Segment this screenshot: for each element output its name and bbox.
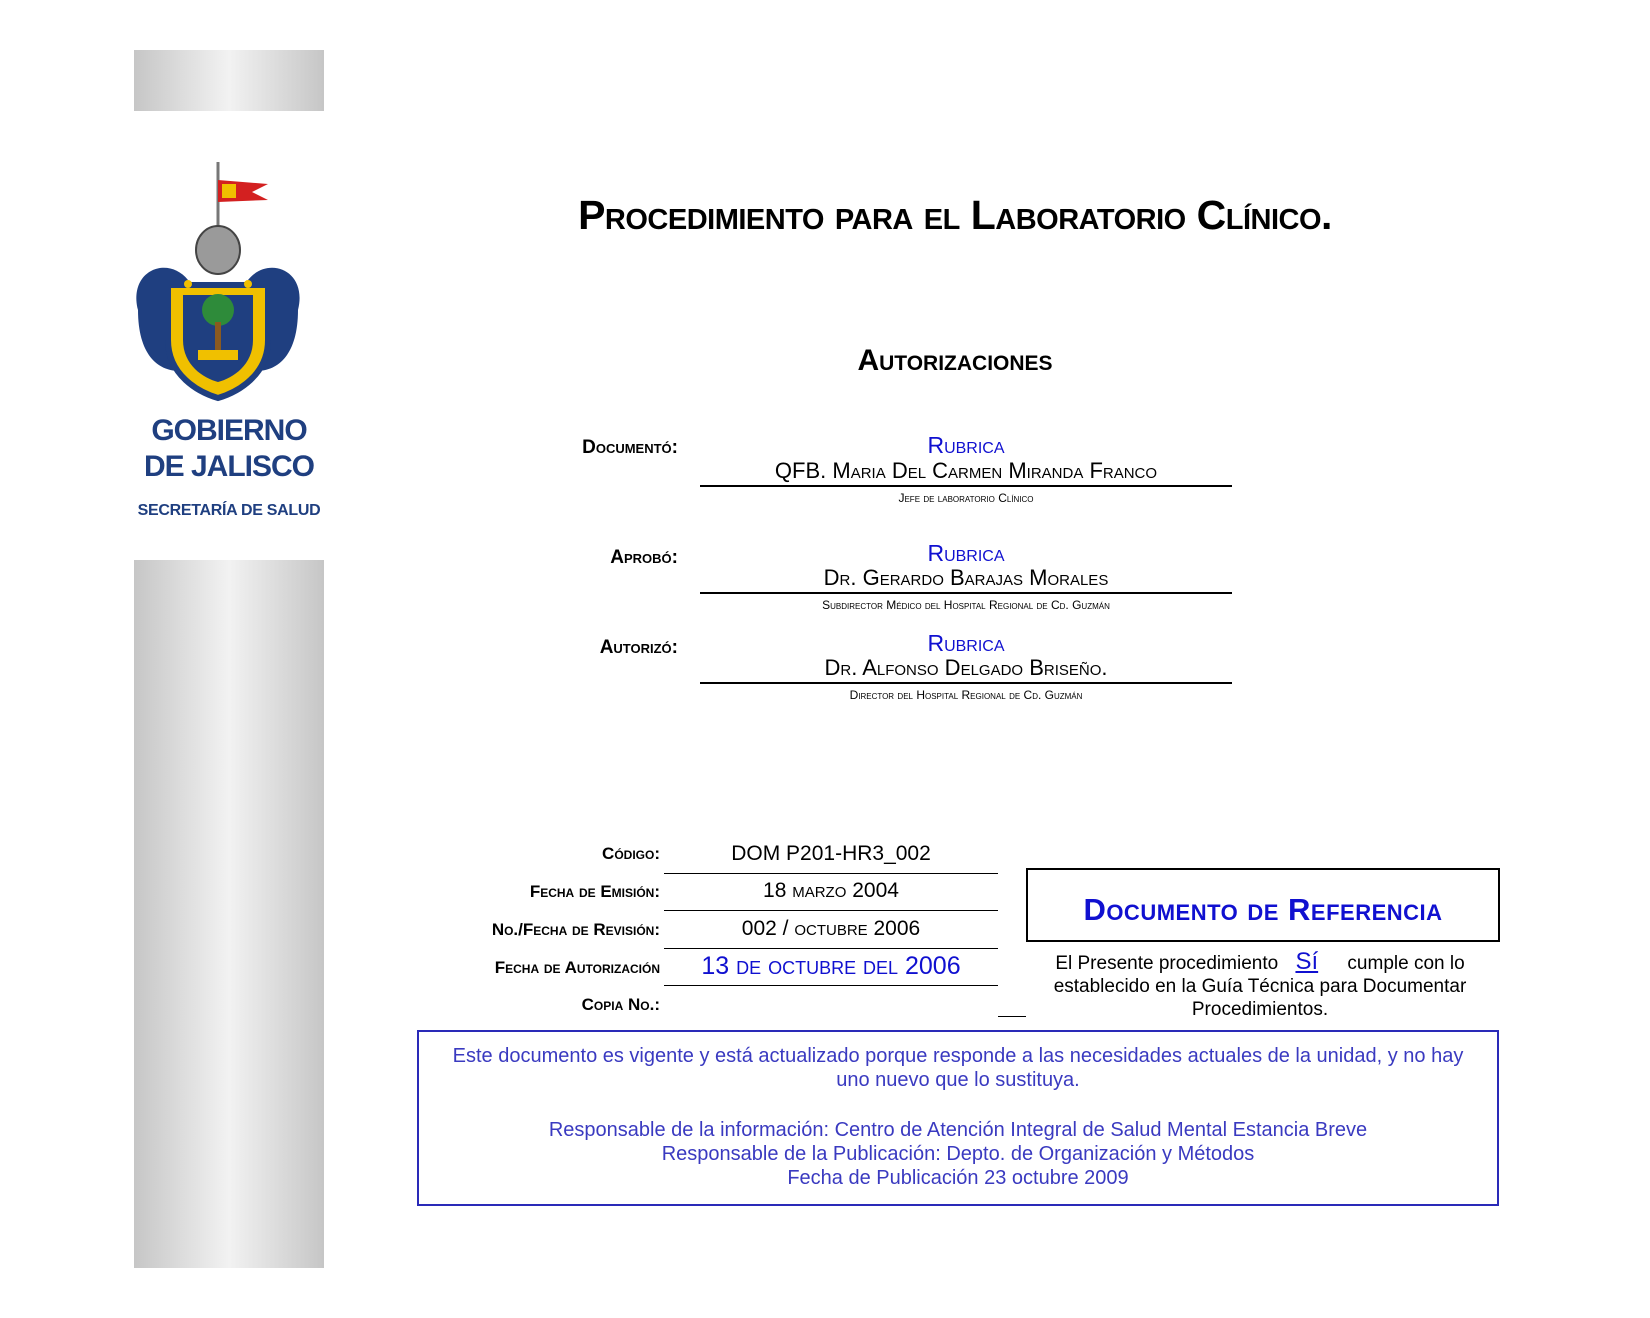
reference-text <box>1020 950 1500 1021</box>
autorizacion-value: 13 de octubre del 2006 <box>664 953 998 986</box>
aprobo-label: Aprobó: <box>610 547 678 568</box>
section-title: Autorizaciones <box>857 344 1053 377</box>
autorizacion-label: Fecha de Autorización <box>494 958 660 977</box>
gov-line2: DE JALISCO <box>143 450 315 483</box>
emision-value: 18 marzo 2004 <box>664 878 998 911</box>
aprobo-rubrica: Rubrica <box>927 540 1005 566</box>
autorizo-name: Dr. Alfonso Delgado Briseño. <box>700 655 1232 684</box>
notice-line4: Fecha de Publicación 23 octubre 2009 <box>787 1167 1129 1189</box>
codigo-label: Código: <box>602 844 660 863</box>
sidebar-side-bar <box>134 560 324 1268</box>
reference-title: Documento de Referencia <box>1083 892 1443 927</box>
aprobo-role: Subdirector Médico del Hospital Regional de Cd. Guzmán <box>822 598 1110 612</box>
jalisco-crest-logo <box>128 160 308 405</box>
emision-label: Fecha de Emisión: <box>529 882 660 901</box>
reference-box <box>1026 868 1500 942</box>
autorizo-rubrica: Rubrica <box>927 630 1005 656</box>
revision-value: 002 / octubre 2006 <box>664 916 998 949</box>
documento-name: QFB. Maria Del Carmen Miranda Franco <box>700 458 1232 487</box>
revision-label: No./Fecha de Revisión: <box>491 920 660 939</box>
autorizo-label: Autorizó: <box>599 637 678 658</box>
notice-box <box>417 1030 1499 1206</box>
copia-label: Copia No.: <box>581 995 660 1014</box>
reference-value: Sí <box>1295 948 1319 975</box>
page-title: Procedimiento para el Laboratorio Clínico. <box>578 192 1332 238</box>
secretaria-label: SECRETARÍA DE SALUD <box>137 502 321 519</box>
notice-line3: Responsable de la Publicación: Depto. de Organización y Métodos <box>661 1143 1255 1165</box>
documento-rubrica: Rubrica <box>927 432 1005 458</box>
codigo-value: DOM P201-HR3_002 <box>664 841 998 874</box>
autorizo-role: Director del Hospital Regional de Cd. Guzmán <box>849 688 1083 702</box>
sidebar-top-bar <box>134 50 324 111</box>
notice-line2: Responsable de la información: Centro de Atención Integral de Salud Mental Estancia Breve <box>548 1119 1368 1141</box>
aprobo-name: Dr. Gerardo Barajas Morales <box>700 565 1232 594</box>
reference-text-before: El Presente procedimiento <box>1055 953 1279 974</box>
reference-text-after: cumple con lo establecido en la Guía Técnica para Documentar Procedimientos. <box>1053 953 1467 1020</box>
documento-label: Documentó: <box>582 437 678 458</box>
documento-role: Jefe de laboratorio Clínico <box>898 491 1034 505</box>
notice-line1: Este documento es vigente y está actualizado porque responde a las necesidades actuales de la unidad, y no hay uno nuevo que lo sustituya. <box>452 1045 1464 1091</box>
gov-line1: GOBIERNO <box>151 414 307 447</box>
